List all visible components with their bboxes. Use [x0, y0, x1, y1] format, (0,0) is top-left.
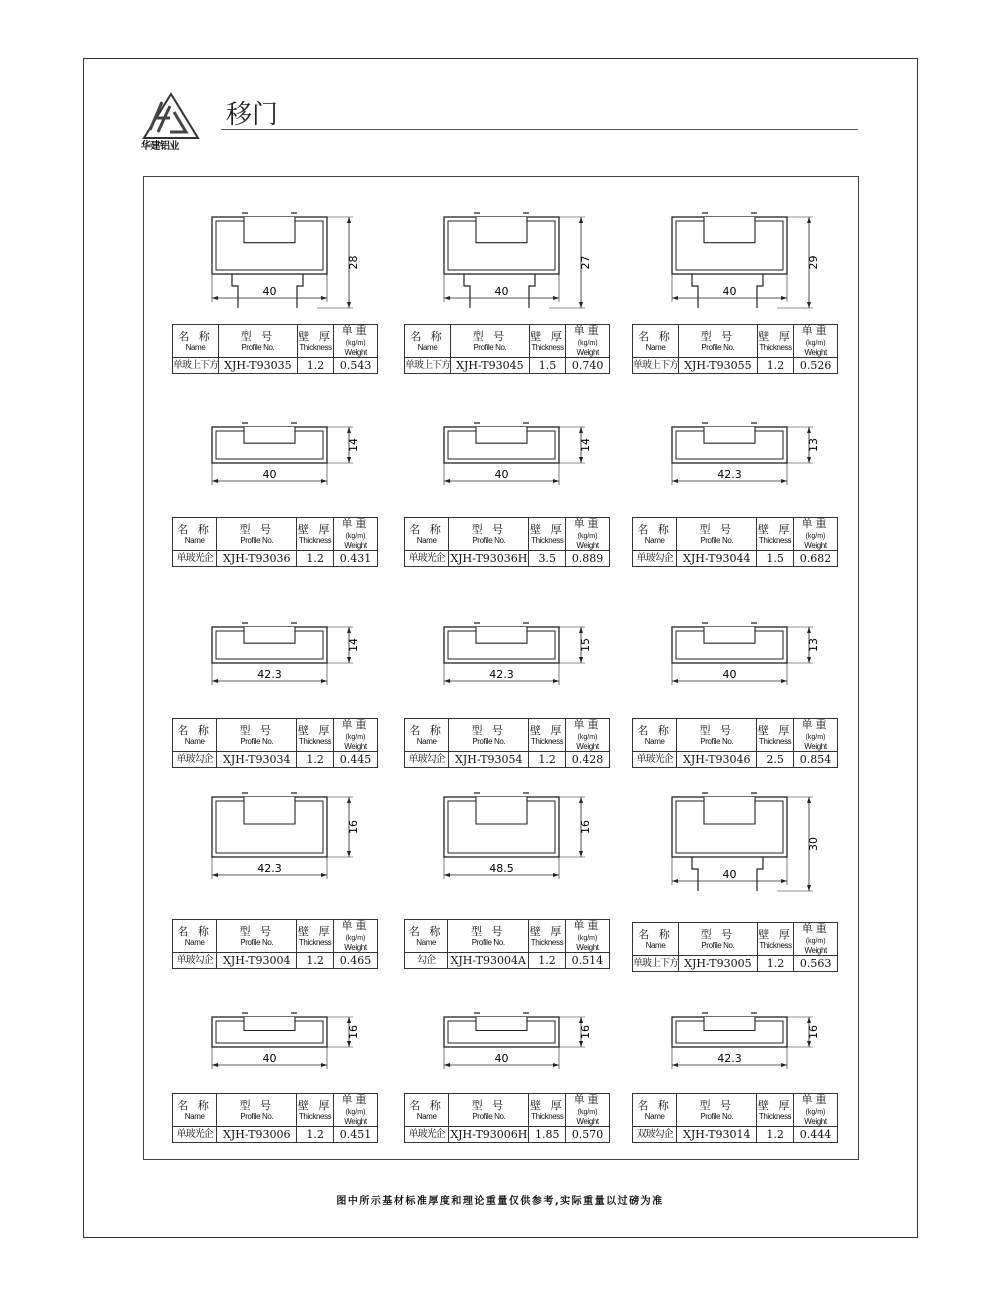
profile-thickness: 1.2 — [297, 953, 334, 969]
header-name-zh: 名 称 — [410, 329, 445, 343]
header-thickness-zh: 壁 厚 — [758, 329, 793, 343]
header-weight-en: Weight — [576, 742, 599, 751]
header-thickness-zh: 壁 厚 — [298, 329, 333, 343]
header-weight-en: Weight — [804, 541, 827, 550]
header-name-en: Name — [184, 937, 205, 947]
width-dimension: 40 — [262, 468, 277, 481]
profile-thickness: 1.5 — [757, 551, 794, 567]
header-profile-en: Profile No. — [472, 535, 506, 545]
header-thickness-en: Thickness — [530, 937, 564, 947]
profile-spec-table — [632, 718, 838, 768]
profile-drawing — [182, 785, 362, 911]
header-weight-unit: (kg/m) — [345, 340, 366, 347]
profile-cross-section-icon — [182, 415, 362, 505]
profile-weight: 0.889 — [566, 551, 610, 567]
profile-cross-section-icon — [414, 1005, 594, 1081]
table-row — [633, 551, 838, 567]
width-dimension: 42.3 — [257, 862, 282, 875]
profile-thickness: 1.2 — [529, 752, 566, 768]
header-name-en: Name — [416, 736, 437, 746]
profile-name: 单玻勾企 — [405, 752, 449, 768]
header-name-zh: 名 称 — [177, 924, 212, 938]
profile-cross-section-icon — [414, 785, 594, 907]
header-profile-zh: 型 号 — [471, 522, 507, 536]
profile-weight: 0.428 — [565, 752, 609, 768]
width-dimension: 40 — [262, 1052, 277, 1065]
header-weight-zh: 单重 — [573, 517, 602, 530]
height-dimension: 14 — [579, 438, 592, 452]
header-weight-en: Weight — [576, 943, 599, 952]
header-thickness-zh: 壁 厚 — [757, 1098, 793, 1112]
header-weight-unit: (kg/m) — [577, 340, 598, 347]
table-row — [405, 953, 610, 969]
profile-name: 单玻上下方 — [633, 358, 679, 374]
profile-spec-table — [404, 919, 610, 969]
table-row — [405, 1127, 610, 1143]
profile-weight: 0.514 — [565, 953, 609, 969]
header-weight-unit: (kg/m) — [345, 734, 366, 741]
header-profile-en: Profile No. — [700, 535, 734, 545]
header-weight-en: Weight — [576, 541, 599, 550]
profile-spec-table — [632, 324, 838, 374]
header-weight-zh: 单重 — [573, 919, 602, 932]
header-name-zh: 名 称 — [637, 522, 672, 536]
table-row — [633, 358, 838, 374]
width-dimension: 40 — [494, 285, 509, 298]
profile-weight: 0.465 — [333, 953, 377, 969]
height-dimension: 13 — [807, 638, 820, 652]
header-profile-zh: 型 号 — [472, 329, 508, 343]
header-thickness-en: Thickness — [759, 342, 792, 352]
profile-thickness: 1.5 — [529, 358, 566, 374]
height-dimension: 16 — [579, 1025, 592, 1039]
table-row — [173, 358, 378, 374]
profile-name: 单玻勾企 — [173, 953, 217, 969]
header-weight-zh: 单重 — [573, 718, 602, 731]
height-dimension: 28 — [347, 255, 360, 270]
profile-drawing — [414, 1005, 594, 1085]
height-dimension: 30 — [807, 837, 820, 851]
header-profile-en: Profile No. — [700, 1111, 734, 1121]
profile-name: 勾企 — [405, 953, 448, 969]
profile-thickness: 2.5 — [757, 752, 794, 768]
profile-thickness: 1.2 — [297, 1127, 334, 1143]
header-weight-unit: (kg/m) — [577, 533, 598, 540]
profile-spec-table — [632, 1093, 838, 1143]
profile-cross-section-icon — [182, 1005, 362, 1081]
header-weight-zh: 单重 — [801, 1093, 830, 1106]
profile-number: XJH-T93054 — [449, 752, 529, 768]
profile-thickness: 1.2 — [297, 551, 334, 567]
profile-spec-table — [404, 1093, 610, 1143]
profile-drawing — [414, 205, 594, 316]
header-weight-unit: (kg/m) — [345, 533, 366, 540]
header-weight-zh: 单重 — [573, 1093, 602, 1106]
profile-number: XJH-T93044 — [677, 551, 757, 567]
header-name-zh: 名 称 — [638, 329, 673, 343]
profile-number: XJH-T93005 — [679, 956, 758, 972]
table-row — [633, 752, 838, 768]
header-weight-en: Weight — [804, 1117, 827, 1126]
header-thickness-en: Thickness — [531, 535, 564, 545]
header-name-en: Name — [184, 535, 205, 545]
header-profile-zh: 型 号 — [700, 927, 736, 941]
header-weight-unit: (kg/m) — [577, 1109, 598, 1116]
profile-name: 单玻上下方 — [633, 956, 679, 972]
profile-spec-table — [632, 922, 838, 972]
header-weight-unit: (kg/m) — [805, 938, 826, 945]
header-thickness-en: Thickness — [531, 1111, 564, 1121]
profile-number: XJH-T93055 — [679, 358, 758, 374]
header-name-zh: 名 称 — [409, 1098, 444, 1112]
header-name-en: Name — [645, 342, 666, 352]
profile-cross-section-icon — [642, 415, 822, 505]
header-profile-zh: 型 号 — [699, 1098, 735, 1112]
width-dimension: 40 — [722, 285, 737, 298]
table-row — [633, 956, 838, 972]
header-name-zh: 名 称 — [637, 723, 672, 737]
header-profile-zh: 型 号 — [470, 924, 506, 938]
header-profile-en: Profile No. — [240, 736, 274, 746]
profile-cross-section-icon — [414, 615, 594, 706]
header-thickness-en: Thickness — [298, 937, 332, 947]
header-name-zh: 名 称 — [409, 522, 444, 536]
height-dimension: 27 — [579, 255, 592, 270]
header-name-en: Name — [184, 1111, 205, 1121]
profile-name: 单玻光企 — [405, 1127, 449, 1143]
header-thickness-zh: 壁 厚 — [530, 329, 565, 343]
page-title: 移门 — [226, 100, 279, 130]
profile-weight: 0.570 — [566, 1127, 610, 1143]
profile-drawing — [642, 205, 822, 316]
table-row — [173, 1127, 378, 1143]
header-name-en: Name — [644, 1111, 665, 1121]
header-profile-en: Profile No. — [473, 342, 507, 352]
table-row — [405, 358, 610, 374]
header-name-zh: 名 称 — [177, 723, 212, 737]
profile-drawing — [182, 205, 362, 316]
profile-weight: 0.431 — [333, 551, 377, 567]
header-thickness-en: Thickness — [299, 342, 332, 352]
header-weight-zh: 单重 — [801, 718, 830, 731]
profile-drawing — [642, 1005, 822, 1085]
profile-name: 单玻光企 — [173, 1127, 217, 1143]
header-thickness-zh: 壁 厚 — [297, 1098, 333, 1112]
header-profile-en: Profile No. — [701, 940, 735, 950]
profile-weight: 0.543 — [334, 358, 378, 374]
profile-cross-section-icon — [414, 415, 594, 505]
profile-number: XJH-T93006H — [450, 1128, 528, 1141]
profile-number: XJH-T93036 — [217, 551, 297, 567]
width-dimension: 40 — [722, 868, 737, 881]
profile-spec-table — [404, 324, 610, 374]
header-weight-zh: 单重 — [341, 324, 370, 337]
profile-thickness: 1.85 — [529, 1127, 566, 1143]
profile-weight: 0.740 — [566, 358, 610, 374]
header-thickness-en: Thickness — [758, 1111, 792, 1121]
profile-number: XJH-T93004 — [217, 953, 297, 969]
height-dimension: 14 — [347, 438, 360, 452]
header-thickness-en: Thickness — [759, 940, 792, 950]
profile-name: 单玻上下方 — [405, 358, 451, 374]
header-weight-en: Weight — [804, 348, 827, 357]
header-name-en: Name — [417, 342, 438, 352]
profile-number: XJH-T93035 — [219, 358, 298, 374]
profile-weight: 0.451 — [333, 1127, 377, 1143]
profile-thickness: 3.5 — [529, 551, 566, 567]
width-dimension: 40 — [262, 285, 277, 298]
header-weight-unit: (kg/m) — [345, 935, 366, 942]
header-weight-en: Weight — [804, 742, 827, 751]
header-name-en: Name — [416, 535, 437, 545]
profile-cross-section-icon — [414, 205, 594, 312]
header-profile-en: Profile No. — [472, 1111, 506, 1121]
header-thickness-en: Thickness — [531, 342, 564, 352]
table-row — [405, 551, 610, 567]
header-profile-en: Profile No. — [241, 342, 275, 352]
company-logo-text: 华建铝业 — [141, 141, 179, 152]
profile-cross-section-icon — [642, 205, 822, 312]
profile-spec-table — [172, 718, 378, 768]
profile-weight: 0.563 — [794, 956, 838, 972]
profile-number: XJH-T93004A — [448, 953, 529, 969]
header-profile-en: Profile No. — [472, 736, 506, 746]
title-divider — [221, 129, 858, 130]
profile-thickness: 1.2 — [297, 752, 334, 768]
profile-spec-table — [404, 718, 610, 768]
header-weight-en: Weight — [576, 348, 599, 357]
table-row — [405, 752, 610, 768]
width-dimension: 40 — [722, 668, 737, 681]
header-name-zh: 名 称 — [177, 522, 212, 536]
profile-weight: 0.682 — [793, 551, 837, 567]
table-row — [173, 953, 378, 969]
header-profile-zh: 型 号 — [239, 1098, 275, 1112]
profile-name: 单玻光企 — [405, 551, 449, 567]
header-name-zh: 名 称 — [409, 723, 444, 737]
height-dimension: 14 — [347, 638, 360, 652]
header-thickness-zh: 壁 厚 — [757, 522, 793, 536]
header-thickness-zh: 壁 厚 — [757, 723, 793, 737]
width-dimension: 42.3 — [489, 668, 514, 681]
profile-name: 双玻勾企 — [633, 1127, 677, 1143]
header-weight-zh: 单重 — [801, 922, 830, 935]
header-thickness-zh: 壁 厚 — [530, 522, 565, 536]
header-weight-zh: 单重 — [341, 919, 370, 932]
header-name-zh: 名 称 — [638, 927, 673, 941]
header-weight-zh: 单重 — [341, 517, 370, 530]
profile-weight: 0.444 — [793, 1127, 837, 1143]
profile-spec-table — [172, 517, 378, 567]
height-dimension: 29 — [807, 255, 820, 270]
profile-name: 单玻勾企 — [173, 752, 217, 768]
header-weight-zh: 单重 — [801, 517, 830, 530]
width-dimension: 48.5 — [489, 862, 514, 875]
profile-number: XJH-T93036H — [450, 552, 528, 565]
header-weight-unit: (kg/m) — [577, 935, 598, 942]
profile-cross-section-icon — [642, 615, 822, 706]
header-profile-en: Profile No. — [240, 1111, 274, 1121]
header-thickness-en: Thickness — [298, 535, 332, 545]
profile-thickness: 1.2 — [757, 956, 794, 972]
profile-drawing — [414, 785, 594, 911]
header-weight-unit: (kg/m) — [345, 1109, 366, 1116]
profile-drawing — [414, 615, 594, 710]
header-profile-zh: 型 号 — [240, 329, 276, 343]
header-weight-en: Weight — [344, 943, 367, 952]
footer-note: 图中所示基材标准厚度和理论重量仅供参考,实际重量以过磅为准 — [336, 1196, 664, 1207]
header-thickness-zh: 壁 厚 — [297, 723, 333, 737]
profile-cross-section-icon — [642, 785, 822, 910]
height-dimension: 16 — [347, 1025, 360, 1039]
profile-drawing — [182, 1005, 362, 1085]
header-weight-en: Weight — [576, 1117, 599, 1126]
width-dimension: 42.3 — [717, 468, 742, 481]
header-name-zh: 名 称 — [637, 1098, 672, 1112]
header-thickness-zh: 壁 厚 — [297, 522, 333, 536]
profile-weight: 0.526 — [794, 358, 838, 374]
header-name-zh: 名 称 — [408, 924, 444, 938]
header-profile-zh: 型 号 — [239, 522, 275, 536]
table-row — [173, 551, 378, 567]
height-dimension: 16 — [807, 1025, 820, 1039]
header-weight-unit: (kg/m) — [805, 734, 826, 741]
header-weight-unit: (kg/m) — [805, 533, 826, 540]
header-weight-zh: 单重 — [801, 324, 830, 337]
header-name-zh: 名 称 — [178, 329, 213, 343]
header-name-en: Name — [644, 535, 665, 545]
header-name-zh: 名 称 — [177, 1098, 212, 1112]
header-thickness-en: Thickness — [298, 736, 332, 746]
header-profile-en: Profile No. — [471, 937, 505, 947]
profile-spec-table — [632, 517, 838, 567]
header-name-en: Name — [416, 937, 437, 947]
header-weight-en: Weight — [344, 541, 367, 550]
header-thickness-en: Thickness — [758, 535, 792, 545]
width-dimension: 42.3 — [717, 1052, 742, 1065]
profile-name: 单玻勾企 — [633, 551, 677, 567]
profile-weight: 0.445 — [333, 752, 377, 768]
profile-drawing — [182, 615, 362, 710]
profile-number: XJH-T93034 — [217, 752, 297, 768]
header-profile-en: Profile No. — [701, 342, 735, 352]
header-weight-zh: 单重 — [341, 718, 370, 731]
profile-thickness: 1.2 — [757, 1127, 794, 1143]
header-weight-zh: 单重 — [341, 1093, 370, 1106]
header-name-en: Name — [644, 736, 665, 746]
header-thickness-zh: 壁 厚 — [529, 723, 565, 737]
profile-spec-table — [172, 919, 378, 969]
header-profile-zh: 型 号 — [699, 522, 735, 536]
header-profile-zh: 型 号 — [700, 329, 736, 343]
header-profile-zh: 型 号 — [471, 1098, 507, 1112]
header-weight-en: Weight — [344, 742, 367, 751]
height-dimension: 15 — [579, 638, 592, 652]
height-dimension: 16 — [347, 820, 360, 834]
profile-weight: 0.854 — [793, 752, 837, 768]
height-dimension: 13 — [807, 438, 820, 452]
header-weight-en: Weight — [344, 348, 367, 357]
profile-number: XJH-T93045 — [451, 358, 530, 374]
profile-drawing — [642, 785, 822, 914]
header-profile-zh: 型 号 — [699, 723, 735, 737]
profile-cross-section-icon — [182, 615, 362, 706]
table-row — [173, 752, 378, 768]
profile-cross-section-icon — [182, 205, 362, 312]
header-profile-zh: 型 号 — [239, 924, 275, 938]
header-thickness-zh: 壁 厚 — [297, 924, 333, 938]
header-profile-en: Profile No. — [700, 736, 734, 746]
header-thickness-zh: 壁 厚 — [758, 927, 793, 941]
header-thickness-en: Thickness — [530, 736, 564, 746]
width-dimension: 40 — [494, 1052, 509, 1065]
profile-cross-section-icon — [642, 1005, 822, 1081]
header-profile-en: Profile No. — [240, 937, 274, 947]
profile-name: 单玻光企 — [633, 752, 677, 768]
profile-thickness: 1.2 — [757, 358, 794, 374]
profile-number: XJH-T93046 — [677, 752, 757, 768]
profile-spec-table — [172, 1093, 378, 1143]
profile-thickness: 1.2 — [529, 953, 566, 969]
header-name-en: Name — [185, 342, 206, 352]
header-thickness-en: Thickness — [758, 736, 792, 746]
height-dimension: 16 — [579, 820, 592, 834]
header-weight-zh: 单重 — [573, 324, 602, 337]
profile-thickness: 1.2 — [297, 358, 334, 374]
header-weight-en: Weight — [344, 1117, 367, 1126]
profile-number: XJH-T93014 — [677, 1127, 757, 1143]
header-profile-en: Profile No. — [240, 535, 274, 545]
header-weight-en: Weight — [804, 946, 827, 955]
width-dimension: 40 — [494, 468, 509, 481]
header-weight-unit: (kg/m) — [805, 340, 826, 347]
table-row — [633, 1127, 838, 1143]
header-profile-zh: 型 号 — [239, 723, 275, 737]
header-name-en: Name — [184, 736, 205, 746]
profile-drawing — [182, 415, 362, 509]
profile-drawing — [642, 615, 822, 710]
profile-drawing — [414, 415, 594, 509]
profile-name: 单玻光企 — [173, 551, 217, 567]
header-name-en: Name — [416, 1111, 437, 1121]
header-name-en: Name — [645, 940, 666, 950]
header-thickness-zh: 壁 厚 — [529, 924, 565, 938]
profile-cross-section-icon — [182, 785, 362, 907]
profile-number: XJH-T93006 — [217, 1127, 297, 1143]
header-weight-unit: (kg/m) — [577, 734, 598, 741]
header-thickness-zh: 壁 厚 — [530, 1098, 565, 1112]
profile-drawing — [642, 415, 822, 509]
profile-name: 单玻上下方 — [173, 358, 219, 374]
header-thickness-en: Thickness — [298, 1111, 332, 1121]
header-weight-unit: (kg/m) — [805, 1109, 826, 1116]
width-dimension: 42.3 — [257, 668, 282, 681]
header-profile-zh: 型 号 — [471, 723, 507, 737]
profile-spec-table — [172, 324, 378, 374]
profile-spec-table — [404, 517, 610, 567]
